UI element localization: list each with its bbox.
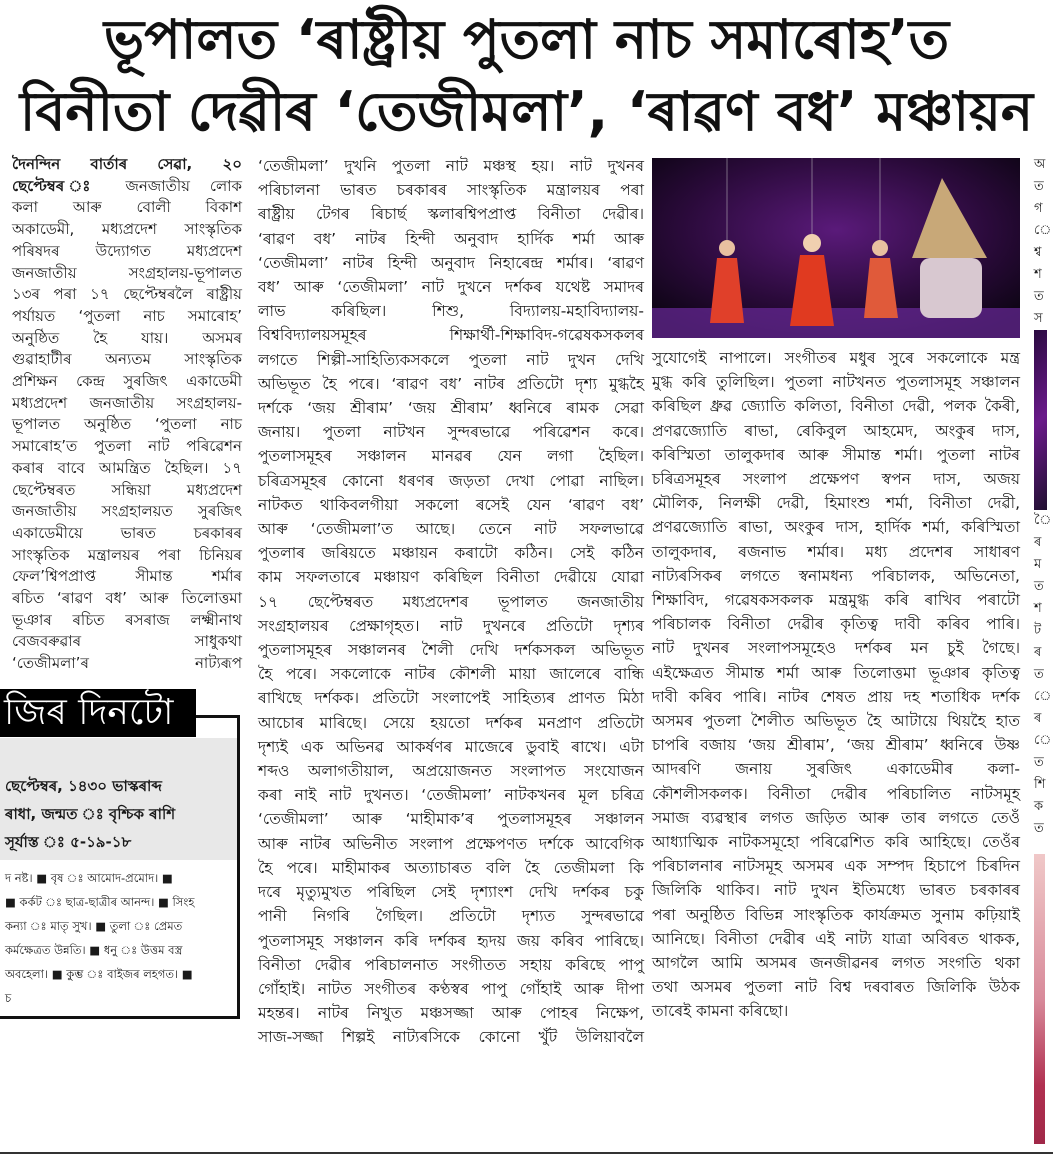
horoscope-line: ■ কৰ্কট ঃ ছাত্ৰ-ছাত্ৰীৰ আনন্দ। ■ সিংহ: [5, 894, 195, 909]
body-line: তাৰেই কামনা কৰিছো।: [652, 1002, 789, 1021]
body-line: বধ’ আৰু ‘তেজীমলা’ নাট দুখনে দৰ্শকৰ যথেষ্ট সমাদৰ: [258, 278, 644, 297]
fragment-text: ৰ: [1034, 711, 1042, 726]
body-line: আৰু ‘তেজীমলা’ত আছে। তেনে নাট সফলভাৱে: [258, 520, 644, 539]
body-line: ছেপ্টেম্বৰত সন্ধিয়া মধ্যপ্ৰদেশ: [12, 480, 242, 499]
dateline-continued: [12, 176, 242, 198]
body-line: ‘তেজীমলা’ আৰু ‘মাহীমাক’ৰ পুতলাসমূহৰ সঞ্চালন: [258, 810, 644, 829]
horoscope-line: কৰ্মক্ষেত্ৰত উন্নতি। ■ ধনু ঃ উত্তম বস্ত্ৰ: [5, 942, 183, 957]
fragment-text: ত: [1034, 579, 1044, 594]
horoscope-date-info: [0, 738, 237, 860]
body-line: বিশ্ববিদ্যালয়সমূহৰ শিক্ষাৰ্থী-শিক্ষাবিদ-গৱেষকসকলৰ: [258, 326, 644, 345]
body-line: তথা অসমৰ পুতলা নাট বিশ্ব দৰবাৰত জিলিকি উঠক: [652, 978, 1020, 997]
body-line: সমাজ ব্যৱস্থাৰ লগত জড়িত আৰু তাৰ লগতে তেওঁ: [652, 808, 1020, 827]
body-line: অকাডেমী, মধ্যপ্ৰদেশ সাংস্কৃতিক: [12, 220, 242, 239]
body-line: আদৰণি জনায় সুৰজিৎ একাডেমীৰ কলা-: [652, 760, 1020, 779]
body-line: প্ৰশিক্ষন কেন্দ্ৰ সুৰজিৎ একাডেমী: [12, 372, 242, 391]
body-line: ৰাষ্ট্ৰীয় টেগৰ ৰিচাৰ্ছ স্কলাৰশ্বিপপ্ৰাপ্ত বিনীতা দেৱীৰ।: [258, 205, 644, 224]
body-line: বিনীতা দেৱীৰ পৰিচালনাত সংগীতত সহায় কৰিছে পাপু: [258, 955, 644, 974]
body-line: সমাৰোহ’ত পুতলা নাট পৰিৱেশন: [12, 437, 242, 456]
body-line: ১৩ৰ পৰা ১৭ ছেপ্টেম্বৰলৈ ৰাষ্ট্ৰীয়: [12, 285, 242, 304]
body-line: পুতলাৰ জৰিয়তে মঞ্চায়ন কৰাটো কঠিন। সেই কঠিন: [258, 544, 644, 563]
horoscope-date: ছেপ্টেম্বৰ, ১৪৩০ ভাস্কৰাব্দ: [5, 776, 162, 795]
horoscope-box: [0, 715, 240, 1019]
body-line: পৰা অনুষ্ঠিত বিভিন্ন সাংস্কৃতিক কাৰ্যক্ৰমত সুনাম কঢ়িয়াই: [652, 905, 1020, 924]
body-line: নাটকত থাকিবলগীয়া সকলো ৰসেই যেন ‘ৰাৱণ বধ’: [258, 495, 644, 514]
body-line: সাংস্কৃতিক মন্ত্ৰালয়ৰ পৰা চিনিয়ৰ: [12, 545, 242, 564]
fragment-text: শ: [1034, 601, 1042, 616]
body-line: অভিভূত হৈ পৰে। ‘ৰাৱণ বধ’ নাটৰ প্ৰতিটো দৃশ্য মুগ্ধহৈ: [258, 374, 644, 393]
fragment-text: শ: [1034, 267, 1042, 282]
body-line: পুতলাসমূহ সঞ্চালন কৰি দৰ্শকৰ হৃদয় জয় কৰিব পাৰিছে।: [258, 931, 644, 950]
body-line: সুযোগেই নাপালে। সংগীতৰ মধুৰ সুৰে সকলোকে মন্ত্ৰ: [652, 349, 1020, 367]
puppet-show-photo: [652, 158, 1020, 338]
body-line: পুতলাসমূহৰ সঞ্চালন মানৱৰ যেন লগা হৈছিল।: [258, 447, 644, 466]
fragment-text: ৰ: [1034, 535, 1042, 550]
body-line: তালুকদাৰ, ৰজনাভ শৰ্মাৰ। মধ্য প্ৰদেশৰ সাধাৰণ: [652, 542, 1020, 561]
right-column-group: [652, 154, 1020, 1024]
body-line: ফেল’শ্বিপপ্ৰাপ্ত সীমান্ত শৰ্মাৰ: [12, 567, 242, 586]
body-line: জনজাতীয় সংগ্ৰহালয়-ভূপালত: [12, 263, 242, 282]
body-line: দৰে মৃত্যুমুখত পৰিছিল সেই দৃশ্যাংশ দেখি দৰ্শকৰ চকু: [258, 883, 644, 902]
body-line: প্ৰণৱজ্যোতি ৰাভা, ৰেকিবুল আহমেদ, অংকুৰ দাস,: [652, 421, 1020, 440]
body-line: নাট্যৰসিকৰ লগতে স্বনামধন্য পৰিচালক, অভিনেতা,: [652, 566, 1020, 585]
fragment-text: স: [1034, 311, 1043, 326]
left-column-group: [4, 154, 242, 1019]
body-line: কাম সফলতাৰে মঞ্চায়ণ কৰিছিল বিনীতা দেৱীয়ে যোৱা: [258, 568, 644, 587]
body-line: আৰু নাটৰ অভিনীত সংলাপ প্ৰক্ষেপণত দৰ্শকে আবেগিক: [258, 834, 644, 853]
body-line: পৰিচালনাৰ নাটসমূহ অসমৰ এক সম্পদ হিচাপে চিৰদিন: [652, 857, 1020, 876]
article-column-3: [652, 346, 1020, 1024]
adjacent-photo-fragment: [1034, 854, 1045, 1144]
body-line: হৈ পৰে। সকলোকে নাটৰ কৌশলী মায়া জালেৰে বান্ধি: [258, 665, 644, 684]
fragment-text: ত: [1034, 755, 1044, 770]
horoscope-heading: জিৰ দিনটো: [0, 689, 196, 737]
headline-line-2: বিনীতা দেৱীৰ ‘তেজীমলা’, ‘ৰাৱণ বধ’ মঞ্চায়ন: [19, 80, 1034, 143]
body-line: একাডেমীয়ে ভাৰত চৰকাৰৰ: [12, 523, 242, 542]
body-line: কৰিছিল ধ্ৰুৱ জ্যোতি কলিতা, বিনীতা দেৱী, পলক কৈৰী,: [652, 397, 1020, 416]
body-line: সাজ-সজ্জা শিল্পই নাট্যৰসিকে কোনো খুঁট উলিয়াবলৈ: [258, 1028, 644, 1047]
body-line: লাভ কৰিছিল। শিশু, বিদ্যালয়-মহাবিদ্যালয়-: [258, 302, 644, 321]
body-line: কৰা নাই নাট দুখনত। ‘তেজীমলা’ নাটকখনৰ মূল চৰিত্ৰ: [258, 786, 644, 805]
fragment-text: ৈ: [1034, 513, 1052, 528]
fragment-text: ত: [1034, 289, 1044, 304]
horoscope-nakshatra: ৰাধা, জন্মত ঃ বৃশ্চিক ৰাশি: [5, 804, 176, 823]
body-line: কৰিস্মিতা তালুকদাৰ আৰু সীমান্ত শৰ্মা। পুতলা নাটৰ: [652, 445, 1020, 464]
body-line: কলা আৰু বোলী বিকাশ: [12, 198, 242, 217]
fragment-text: ে: [1034, 223, 1052, 238]
horoscope-line: অবহেলা। ■ কুম্ভ ঃ বাইজৰ লহগত। ■: [5, 966, 193, 981]
body-line: ‘ৰাৱণ বধ’ নাটৰ হিন্দী অনুবাদ হাৰ্দিক শৰ্মা আৰু: [258, 229, 644, 248]
body-line: জনজাতীয় সংগ্ৰহালয়ত সুৰজিৎ: [12, 502, 242, 521]
adjacent-photo-fragment: [1034, 330, 1047, 510]
body-line: মৌলিক, নিলক্ষী দেৱী, হিমাংশু শৰ্মা, বিনীতা দেৱী,: [652, 494, 1020, 513]
body-line: পুতলাসমূহৰ সঞ্চালনৰ শৈলী দেখি দৰ্শকসকল অভিভূত: [258, 641, 644, 660]
body-line: প্ৰণৱজ্যোতি ৰাভা, অংকুৰ দাস, হাৰ্দিক শৰ্মা, কৰিস্মিতা: [652, 518, 1020, 537]
fragment-text: ে: [1034, 689, 1052, 704]
body-line: ভূপালত অনুষ্ঠিত ‘পুতলা নাচ: [12, 415, 242, 434]
body-line: মধ্যপ্ৰদেশ জনজাতীয় সংগ্ৰহালয়-: [12, 393, 242, 412]
horoscope-line: চ: [5, 990, 12, 1005]
body-line: কৰাৰ বাবে আমন্ত্ৰিত হৈছিল। ১৭: [12, 458, 242, 477]
dateline-date: ছেপ্টেম্বৰ ঃ: [12, 176, 106, 195]
horoscope-signs: [0, 860, 237, 1016]
fragment-text: ক: [1034, 799, 1044, 814]
body-line: পৰিচালনা ভাৰত চৰকাৰৰ সাংস্কৃতিক মন্ত্ৰালয়ৰ পৰা: [258, 181, 644, 200]
body-line: জিলিকি থাকিব। নাট দুখন ইতিমধ্যে ভাৰত চৰকাৰৰ: [652, 881, 1020, 900]
body-line: ‘তেজীমলা’ নাটৰ হিন্দী অনুবাদ নিহাৰেন্দ্ৰ শৰ্মাৰ। ‘ৰাৱণ: [258, 253, 644, 272]
dateline-text: দৈনন্দিন বাৰ্তাৰ সেৱা, ২০: [12, 155, 242, 173]
body-line: গুৱাহাটীৰ অন্যতম সাংস্কৃতিক: [12, 350, 242, 369]
body-line: ৰচিত ‘ৰাৱণ বধ’ আৰু তিলোত্তমা: [12, 589, 242, 608]
fragment-text: শ্ব: [1034, 245, 1042, 260]
headline-block: [0, 0, 1053, 148]
body-line: আচোৰ মাৰিছে। সেয়ে হয়তো দৰ্শকৰ মনপ্ৰাণ প্ৰতিটো: [258, 713, 644, 732]
fragment-text: ত: [1034, 821, 1044, 836]
body-line: ‘তেজীমলা’ৰ নাট্যৰূপ: [12, 654, 242, 673]
body-line: চাপৰি বজায় ‘জয় শ্ৰীৰাম’, ‘জয় শ্ৰীৰাম’ ধ্বনিৰে উষ্ণ: [652, 736, 1020, 755]
body-line: সংগ্ৰহালয়ৰ প্ৰেক্ষাগৃহত। নাট দুখনৰে প্ৰতিটো দৃশ্যৰ: [258, 616, 644, 635]
headline-line-1: ভূপালত ‘ৰাষ্ট্ৰীয় পুতলা নাচ সমাৰোহ’ত: [103, 8, 950, 71]
fragment-text: ে: [1034, 733, 1052, 748]
fragment-text: ট: [1034, 623, 1042, 638]
fragment-text: গ: [1034, 201, 1043, 216]
body-line: পৰিষদৰ উদ্যোগত মধ্যপ্ৰদেশ: [12, 241, 242, 260]
article-column-2: [258, 154, 644, 1050]
body-line: ‘তেজীমলা’ দুখনি পুতলা নাট মঞ্চস্থ হয়। নাট দুখনৰ: [258, 157, 644, 175]
fragment-text: শি: [1034, 777, 1046, 792]
body-line: গোঁহাই। নাটত সংগীতৰ কণ্ঠস্বৰ পাপু গোঁহাই আৰু দীপা: [258, 979, 644, 998]
body-line: আগলৈ আমি অসমৰ জনজীৱনৰ লগত সংগতি থকা: [652, 954, 1020, 973]
adjacent-column-strip: [1034, 154, 1053, 1144]
adjacent-column-fragment-top: [1034, 154, 1053, 330]
body-line: নাট দুখনৰ সংলাপসমূহেও দৰ্শকৰ মন চুই গৈছে।: [652, 639, 1020, 658]
fragment-text: ত: [1034, 667, 1044, 682]
body-line: দৃশ্যই এক অভিনৱ আকৰ্ষণৰ মাজেৰে ডুবাই ৰাখে। এটা: [258, 737, 644, 756]
body-line: চৰিত্ৰসমূহৰ সংলাপ প্ৰক্ষেপণ স্বপন দাস, অজয়: [652, 470, 1020, 489]
body-line: জনায়। পুতলা নাটখন সুন্দৰভাৱে পৰিৱেশন কৰে।: [258, 423, 644, 442]
body-line: শিক্ষাবিদ, গৱেষকসকলক মন্ত্ৰমুগ্ধ কৰি ৰাখিব পৰাটো: [652, 591, 1020, 610]
body-line: পৰিচালক বিনীতা দেৱীৰ কৃতিত্ব দাবী কৰিব পাৰি।: [652, 615, 1020, 634]
body-line: অসমৰ পুতলা শৈলীত অভিভূত হৈ আটায়ে থিয়হৈ হাত: [652, 712, 1020, 731]
body-line: শব্দও অলাগতীয়াল, অপ্ৰয়োজনত সংলাপত সংযোজন: [258, 762, 644, 781]
body-line: মুগ্ধ কৰি তুলিছিল। পুতলা নাটখনত পুতলাসমূহ সঞ্চালন: [652, 373, 1020, 392]
body-line: অনুষ্ঠিত হৈ যায়। অসমৰ: [12, 328, 242, 347]
body-line: মহন্তৰ। নাটৰ নিখুত মঞ্চসজ্জা আৰু পোহৰ নিক্ষেপ,: [258, 1004, 644, 1023]
body-line: দাবী কৰিব পাৰি। নাটৰ শেষত প্ৰায় দহ শতাধিক দৰ্শক: [652, 687, 1020, 706]
body-line: হৈ পৰে। মাহীমাকৰ অত্যাচাৰত বলি হৈ তেজীমলা কি: [258, 858, 644, 877]
adjacent-column-fragment-mid: [1034, 510, 1053, 840]
dateline: [12, 154, 242, 176]
body-line: দৰ্শকে ‘জয় শ্ৰীৰাম’ ‘জয় শ্ৰীৰাম’ ধ্বনিৰে ৰামক সেৱা: [258, 399, 644, 418]
body-line: পানী নিগৰি গৈছিল। প্ৰতিটো দৃশ্যত সুন্দৰভাৱে: [258, 907, 644, 926]
body-line: আধ্যাত্মিক নাটকসমূহো পৰিৱেশিত কৰি আহিছে। তেওঁৰ: [652, 833, 1020, 852]
body-line: ভূঞাৰ ৰচিত ৰসৰাজ লক্ষ্মীনাথ: [12, 610, 242, 629]
horoscope-line: কন্যা ঃ মাতৃ সুখ। ■ তুলা ঃ প্ৰেমত: [5, 918, 183, 933]
body-line: লগতে শিল্পী-সাহিত্যিকসকলে পুতলা নাট দুখন দেখি: [258, 350, 644, 369]
body-line: এইক্ষেত্ৰত সীমান্ত শৰ্মা আৰু তিলোত্তমা ভূঞাৰ কৃতিত্ব: [652, 663, 1020, 682]
fragment-text: ত: [1034, 179, 1044, 194]
body-line: ৰাখিছে দৰ্শকক। প্ৰতিটো সংলাপেই সাহিত্যৰ প্ৰাণত মিঠা: [258, 689, 644, 708]
body-line: পৰ্যায়ত ‘পুতলা নাচ সমাৰোহ’: [12, 306, 242, 325]
horoscope-sunset: সূৰ্যাস্ত ঃ ৫-১৯-১৮: [5, 832, 132, 851]
body-line: আনিছে। বিনীতা দেৱীৰ এই নাট্য যাত্ৰা অবিৰত থাকক,: [652, 929, 1020, 948]
body-line: বেজবৰুৱাৰ সাধুকথা: [12, 632, 242, 651]
article-body: [0, 154, 1053, 1144]
body-line: চৰিত্ৰসমূহৰ কোনো ধৰণৰ জড়তা দেখা পোৱা নাছিল।: [258, 471, 644, 490]
body-text: জনজাতীয় লোক: [125, 176, 242, 195]
body-line: ১৭ ছেপ্টেম্বৰত মধ্যপ্ৰদেশৰ ভূপালত জনজাতীয়: [258, 592, 644, 611]
fragment-text: অ: [1034, 157, 1046, 172]
article-column-1: [12, 154, 242, 675]
fragment-text: ৰ: [1034, 645, 1042, 660]
fragment-text: ম: [1034, 557, 1042, 572]
body-line: কৌশলীসকলক। বিনীতা দেৱীৰ পৰিচালিত নাটসমূহ: [652, 784, 1020, 803]
horoscope-line: দ নষ্ট। ■ বৃষ ঃ আমোদ-প্ৰমোদ। ■: [5, 870, 173, 885]
